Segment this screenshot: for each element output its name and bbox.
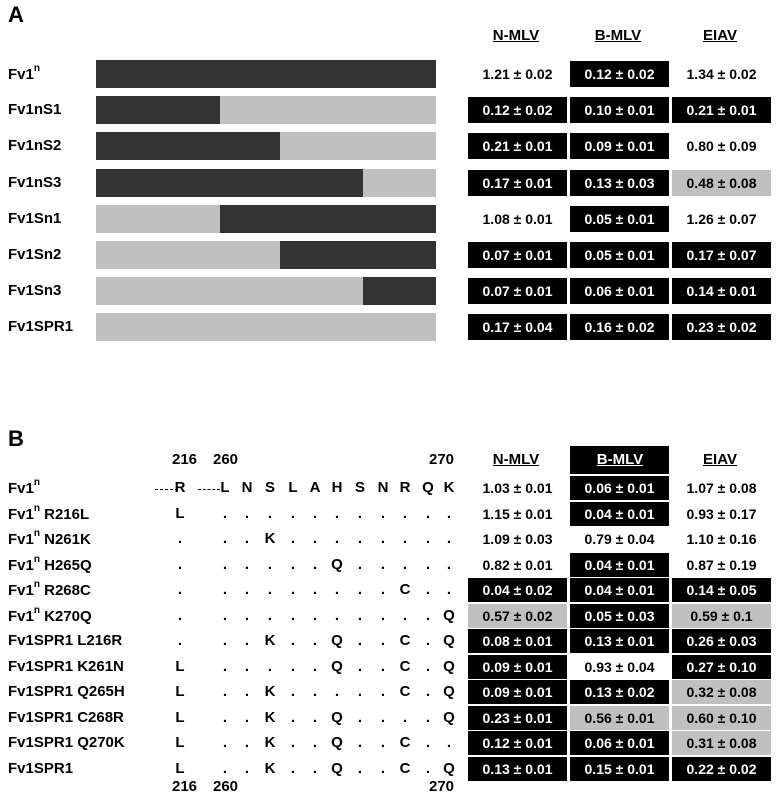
residue: . bbox=[222, 759, 228, 777]
position-label-270-top: 270 bbox=[429, 451, 455, 468]
panel-a-header-bmlv: B-MLV bbox=[594, 27, 642, 44]
mutant-name: Fv1SPR1 K261N bbox=[8, 657, 124, 675]
value-cell: 0.23 ± 0.01 bbox=[468, 706, 567, 730]
value-cell: 0.08 ± 0.01 bbox=[468, 629, 567, 653]
panel-a-header-eiav: EIAV bbox=[703, 27, 737, 44]
construct-label bbox=[8, 137, 61, 154]
mutant-label bbox=[8, 502, 90, 523]
residue: R bbox=[174, 479, 186, 496]
residue: . bbox=[380, 555, 386, 573]
value-cell: 1.03 ± 0.01 bbox=[468, 476, 567, 500]
residue: . bbox=[177, 530, 183, 547]
mutant-label bbox=[8, 581, 91, 599]
value-cell: 0.07 ± 0.01 bbox=[468, 278, 567, 304]
residue: C bbox=[399, 683, 411, 700]
residue: . bbox=[222, 530, 228, 547]
value-cell: 1.08 ± 0.01 bbox=[468, 206, 567, 232]
residue: C bbox=[399, 581, 411, 598]
value-cell: 0.04 ± 0.01 bbox=[570, 553, 669, 577]
mutant-name: Fv1 bbox=[8, 480, 34, 497]
value-cell: 0.07 ± 0.01 bbox=[468, 242, 567, 268]
value-cell: 0.60 ± 0.10 bbox=[672, 706, 771, 730]
mutant-label bbox=[8, 479, 40, 497]
residue: . bbox=[425, 555, 431, 573]
mutant-substitution: H265Q bbox=[39, 556, 92, 574]
residue: . bbox=[446, 530, 452, 547]
panel-b-header-eiav: EIAV bbox=[703, 451, 737, 468]
value-cell: 0.14 ± 0.05 bbox=[672, 578, 771, 602]
residue: . bbox=[267, 555, 273, 573]
residue: . bbox=[402, 504, 408, 522]
residue: . bbox=[312, 504, 318, 522]
value-cell: 0.12 ± 0.02 bbox=[468, 97, 567, 123]
value-cell: 0.13 ± 0.03 bbox=[570, 170, 669, 196]
residue: . bbox=[380, 708, 386, 726]
value-cell: 0.16 ± 0.02 bbox=[570, 314, 669, 340]
residue: R bbox=[399, 479, 411, 496]
mutant-label bbox=[8, 709, 124, 726]
mutant-substitution: K270Q bbox=[39, 607, 92, 625]
residue: Q bbox=[331, 632, 343, 649]
value-cell: 0.23 ± 0.02 bbox=[672, 314, 771, 340]
residue: L bbox=[175, 708, 185, 726]
residue: . bbox=[312, 708, 318, 726]
residue: . bbox=[380, 632, 386, 649]
value-cell: 0.57 ± 0.02 bbox=[468, 604, 567, 628]
value-cell: 0.06 ± 0.01 bbox=[570, 476, 669, 500]
residue: . bbox=[290, 708, 296, 726]
mutant-label bbox=[8, 553, 92, 574]
value-cell: 0.93 ± 0.17 bbox=[672, 502, 771, 526]
mutant-superscript: n bbox=[33, 502, 40, 514]
residue: . bbox=[222, 504, 228, 522]
value-cell: 0.15 ± 0.01 bbox=[570, 757, 669, 781]
residue: . bbox=[425, 504, 431, 522]
value-cell: 0.09 ± 0.01 bbox=[570, 133, 669, 159]
residue: . bbox=[222, 632, 228, 649]
construct-name: Fv1nS2 bbox=[8, 137, 62, 155]
residue: C bbox=[399, 657, 411, 675]
residue: . bbox=[222, 581, 228, 598]
residue: . bbox=[446, 555, 452, 573]
panel-b-header-nmlv: N-MLV bbox=[492, 451, 540, 468]
residue: K bbox=[264, 683, 276, 700]
residue: L bbox=[175, 504, 185, 522]
residue: . bbox=[244, 734, 250, 751]
mutant-label bbox=[8, 604, 92, 625]
residue: . bbox=[425, 632, 431, 649]
dark-bar-segment bbox=[96, 60, 436, 88]
residue: L bbox=[175, 657, 185, 675]
residue: . bbox=[244, 504, 250, 522]
dark-bar-segment bbox=[220, 205, 436, 233]
mutant-name: Fv1SPR1 Q270K bbox=[8, 734, 125, 751]
value-cell: 0.31 ± 0.08 bbox=[672, 731, 771, 755]
mutant-superscript: n bbox=[33, 477, 40, 488]
mutant-name: Fv1 bbox=[8, 556, 34, 574]
light-bar-segment bbox=[96, 313, 436, 341]
value-cell: 0.13 ± 0.02 bbox=[570, 680, 669, 704]
panel-a-letter: A bbox=[8, 2, 24, 27]
mutant-name: Fv1 bbox=[8, 531, 34, 548]
residue: . bbox=[380, 683, 386, 700]
value-cell: 0.12 ± 0.02 bbox=[570, 61, 669, 87]
construct-label bbox=[8, 246, 61, 263]
value-cell: 0.21 ± 0.01 bbox=[468, 133, 567, 159]
residue: . bbox=[244, 657, 250, 675]
position-label-270-bottom: 270 bbox=[429, 778, 455, 795]
construct-name: Fv1nS1 bbox=[8, 101, 62, 119]
residue: Q bbox=[331, 759, 343, 777]
value-cell: 0.12 ± 0.01 bbox=[468, 731, 567, 755]
residue: . bbox=[222, 657, 228, 675]
mutant-label bbox=[8, 658, 124, 675]
residue: Q bbox=[443, 683, 455, 700]
residue: Q bbox=[422, 479, 434, 496]
value-cell: 0.06 ± 0.01 bbox=[570, 278, 669, 304]
residue: N bbox=[377, 479, 389, 496]
value-cell: 0.79 ± 0.04 bbox=[570, 527, 669, 551]
value-cell: 0.17 ± 0.04 bbox=[468, 314, 567, 340]
residue: . bbox=[334, 504, 340, 522]
mutant-substitution: R268C bbox=[39, 582, 91, 599]
residue: . bbox=[425, 530, 431, 547]
construct-name: Fv1Sn3 bbox=[8, 282, 62, 300]
residue: . bbox=[402, 530, 408, 547]
construct-name: Fv1Sn1 bbox=[8, 209, 62, 227]
mutant-substitution: N261K bbox=[39, 531, 91, 548]
residue: Q bbox=[443, 606, 455, 624]
mutant-label bbox=[8, 683, 125, 700]
residue: . bbox=[380, 530, 386, 547]
residue: . bbox=[402, 708, 408, 726]
residue: L bbox=[175, 759, 185, 777]
mutant-superscript: n bbox=[33, 528, 40, 539]
value-cell: 0.82 ± 0.01 bbox=[468, 553, 567, 577]
mutant-name: Fv1SPR1 Q265H bbox=[8, 683, 125, 700]
position-label-216-bottom: 216 bbox=[172, 778, 198, 795]
residue: N bbox=[241, 479, 253, 496]
residue: . bbox=[290, 530, 296, 547]
dark-bar-segment bbox=[280, 241, 436, 269]
residue: . bbox=[290, 657, 296, 675]
residue: . bbox=[380, 606, 386, 624]
construct-name: Fv1nS3 bbox=[8, 173, 62, 191]
mutant-name: Fv1SPR1 C268R bbox=[8, 708, 124, 726]
dark-bar-segment bbox=[96, 169, 363, 197]
residue: . bbox=[357, 708, 363, 726]
residue: . bbox=[425, 734, 431, 751]
residue: . bbox=[357, 504, 363, 522]
residue: . bbox=[380, 734, 386, 751]
residue: . bbox=[290, 759, 296, 777]
residue: . bbox=[312, 606, 318, 624]
residue: A bbox=[309, 479, 321, 496]
residue: . bbox=[312, 632, 318, 649]
residue: . bbox=[267, 504, 273, 522]
residue: . bbox=[357, 530, 363, 547]
residue: . bbox=[334, 683, 340, 700]
mutant-superscript: n bbox=[33, 579, 40, 590]
residue: . bbox=[425, 657, 431, 675]
position-label-216-top: 216 bbox=[172, 451, 198, 468]
position-label-260-top: 260 bbox=[213, 451, 239, 468]
residue: . bbox=[177, 606, 183, 624]
construct-superscript: n bbox=[33, 63, 40, 74]
residue: . bbox=[357, 759, 363, 777]
residue: . bbox=[290, 555, 296, 573]
residue: . bbox=[290, 581, 296, 598]
value-cell: 1.21 ± 0.02 bbox=[468, 61, 567, 87]
residue: . bbox=[446, 504, 452, 522]
residue: . bbox=[244, 581, 250, 598]
residue: . bbox=[357, 632, 363, 649]
panel-b-letter: B bbox=[8, 426, 24, 451]
residue: K bbox=[443, 479, 455, 496]
light-bar-segment bbox=[363, 169, 436, 197]
residue: . bbox=[312, 657, 318, 675]
residue: . bbox=[222, 683, 228, 700]
residue: . bbox=[357, 606, 363, 624]
value-cell: 0.80 ± 0.09 bbox=[672, 133, 771, 159]
value-cell: 0.06 ± 0.01 bbox=[570, 731, 669, 755]
value-cell: 0.22 ± 0.02 bbox=[672, 757, 771, 781]
residue: Q bbox=[331, 708, 343, 726]
residue: . bbox=[425, 708, 431, 726]
value-cell: 0.27 ± 0.10 bbox=[672, 655, 771, 679]
light-bar-segment bbox=[96, 241, 280, 269]
residue: . bbox=[244, 530, 250, 547]
residue: . bbox=[222, 734, 228, 751]
mutant-label bbox=[8, 760, 73, 777]
residue: . bbox=[425, 759, 431, 777]
residue: . bbox=[177, 555, 183, 573]
residue: . bbox=[244, 683, 250, 700]
residue: . bbox=[334, 606, 340, 624]
residue: . bbox=[334, 581, 340, 598]
residue: . bbox=[380, 504, 386, 522]
residue: K bbox=[264, 530, 276, 547]
value-cell: 0.14 ± 0.01 bbox=[672, 278, 771, 304]
residue: . bbox=[267, 606, 273, 624]
construct-label bbox=[8, 210, 61, 227]
value-cell: 0.93 ± 0.04 bbox=[570, 655, 669, 679]
construct-name: Fv1Sn2 bbox=[8, 246, 62, 263]
residue: . bbox=[380, 759, 386, 777]
residue: . bbox=[357, 734, 363, 751]
mutant-superscript: n bbox=[33, 604, 40, 616]
construct-name: Fv1 bbox=[8, 66, 34, 83]
residue: . bbox=[425, 581, 431, 598]
light-bar-segment bbox=[220, 96, 436, 124]
residue: . bbox=[244, 606, 250, 624]
mutant-name: Fv1 bbox=[8, 505, 34, 523]
construct-label bbox=[8, 174, 61, 191]
value-cell: 0.26 ± 0.03 bbox=[672, 629, 771, 653]
residue: K bbox=[264, 708, 276, 726]
residue: . bbox=[380, 581, 386, 598]
value-cell: 1.09 ± 0.03 bbox=[468, 527, 567, 551]
residue: . bbox=[290, 606, 296, 624]
value-cell: 1.26 ± 0.07 bbox=[672, 206, 771, 232]
construct-label bbox=[8, 282, 61, 299]
position-label-260-bottom: 260 bbox=[213, 778, 239, 795]
mutant-substitution: R216L bbox=[39, 505, 90, 523]
residue: . bbox=[334, 530, 340, 547]
value-cell: 0.04 ± 0.02 bbox=[468, 578, 567, 602]
dark-bar-segment bbox=[363, 277, 436, 305]
residue: . bbox=[380, 657, 386, 675]
light-bar-segment bbox=[96, 205, 220, 233]
dark-bar-segment bbox=[96, 96, 220, 124]
value-cell: 0.48 ± 0.08 bbox=[672, 170, 771, 196]
mutant-superscript: n bbox=[33, 553, 40, 565]
value-cell: 0.13 ± 0.01 bbox=[468, 757, 567, 781]
value-cell: 0.04 ± 0.01 bbox=[570, 502, 669, 526]
value-cell: 0.17 ± 0.07 bbox=[672, 242, 771, 268]
value-cell: 0.17 ± 0.01 bbox=[468, 170, 567, 196]
residue: . bbox=[312, 734, 318, 751]
construct-label bbox=[8, 318, 73, 335]
value-cell: 0.09 ± 0.01 bbox=[468, 655, 567, 679]
value-cell: 1.07 ± 0.08 bbox=[672, 476, 771, 500]
value-cell: 0.59 ± 0.1 bbox=[672, 604, 771, 628]
residue: . bbox=[267, 657, 273, 675]
residue: S bbox=[354, 479, 365, 496]
mutant-name: Fv1SPR1 bbox=[8, 759, 74, 777]
residue: C bbox=[399, 632, 411, 649]
residue: . bbox=[312, 530, 318, 547]
dark-bar-segment bbox=[96, 132, 280, 160]
residue: . bbox=[177, 581, 183, 598]
residue: . bbox=[402, 555, 408, 573]
value-cell: 0.09 ± 0.01 bbox=[468, 680, 567, 704]
residue: Q bbox=[443, 657, 455, 675]
light-bar-segment bbox=[96, 277, 363, 305]
value-cell: 0.05 ± 0.03 bbox=[570, 604, 669, 628]
residue: Q bbox=[331, 657, 343, 675]
residue: Q bbox=[443, 708, 455, 726]
residue: H bbox=[331, 479, 343, 496]
residue: . bbox=[222, 606, 228, 624]
residue: . bbox=[446, 734, 452, 751]
residue: . bbox=[312, 581, 318, 598]
residue: S bbox=[264, 479, 275, 496]
value-cell: 0.21 ± 0.01 bbox=[672, 97, 771, 123]
value-cell: 0.05 ± 0.01 bbox=[570, 206, 669, 232]
residue: . bbox=[357, 683, 363, 700]
residue: . bbox=[425, 683, 431, 700]
residue: . bbox=[244, 632, 250, 649]
residue: . bbox=[290, 504, 296, 522]
residue: L bbox=[288, 479, 298, 496]
value-cell: 0.05 ± 0.01 bbox=[570, 242, 669, 268]
residue: C bbox=[399, 734, 411, 751]
residue: K bbox=[264, 759, 276, 777]
residue: . bbox=[290, 683, 296, 700]
value-cell: 1.10 ± 0.16 bbox=[672, 527, 771, 551]
construct-name: Fv1SPR1 bbox=[8, 318, 74, 336]
value-cell: 1.34 ± 0.02 bbox=[672, 61, 771, 87]
mutant-name: Fv1 bbox=[8, 582, 34, 599]
residue: . bbox=[222, 708, 228, 726]
residue: . bbox=[402, 606, 408, 624]
residue: K bbox=[264, 632, 276, 649]
residue: Q bbox=[443, 632, 455, 649]
panel-a-header-nmlv: N-MLV bbox=[492, 27, 540, 44]
residue: . bbox=[312, 683, 318, 700]
residue: . bbox=[425, 606, 431, 624]
residue: L bbox=[220, 479, 230, 496]
residue: K bbox=[264, 734, 276, 751]
residue: . bbox=[290, 632, 296, 649]
value-cell: 0.87 ± 0.19 bbox=[672, 553, 771, 577]
residue: . bbox=[290, 734, 296, 751]
construct-label bbox=[8, 65, 40, 83]
value-cell: 0.10 ± 0.01 bbox=[570, 97, 669, 123]
value-cell: 1.15 ± 0.01 bbox=[468, 502, 567, 526]
residue: L bbox=[175, 683, 185, 700]
mutant-name: Fv1SPR1 L216R bbox=[8, 632, 123, 649]
residue: Q bbox=[331, 555, 343, 573]
value-cell: 0.32 ± 0.08 bbox=[672, 680, 771, 704]
residue: . bbox=[357, 581, 363, 598]
residue: . bbox=[222, 555, 228, 573]
construct-label bbox=[8, 101, 61, 118]
residue: Q bbox=[331, 734, 343, 751]
value-cell: 0.04 ± 0.01 bbox=[570, 578, 669, 602]
residue: . bbox=[312, 555, 318, 573]
mutant-label bbox=[8, 734, 125, 751]
residue: . bbox=[177, 632, 183, 649]
residue: . bbox=[267, 581, 273, 598]
mutant-label bbox=[8, 632, 122, 649]
residue: . bbox=[446, 581, 452, 598]
mutant-label bbox=[8, 530, 91, 548]
residue: L bbox=[175, 734, 185, 751]
value-cell: 0.56 ± 0.01 bbox=[570, 706, 669, 730]
panel-b-header-bmlv: B-MLV bbox=[596, 451, 644, 468]
residue: . bbox=[244, 708, 250, 726]
residue: Q bbox=[443, 759, 455, 777]
residue: . bbox=[244, 759, 250, 777]
residue: . bbox=[357, 657, 363, 675]
residue: . bbox=[357, 555, 363, 573]
value-cell: 0.13 ± 0.01 bbox=[570, 629, 669, 653]
residue: . bbox=[244, 555, 250, 573]
mutant-name: Fv1 bbox=[8, 607, 34, 625]
light-bar-segment bbox=[280, 132, 436, 160]
residue: . bbox=[312, 759, 318, 777]
residue: C bbox=[399, 759, 411, 777]
